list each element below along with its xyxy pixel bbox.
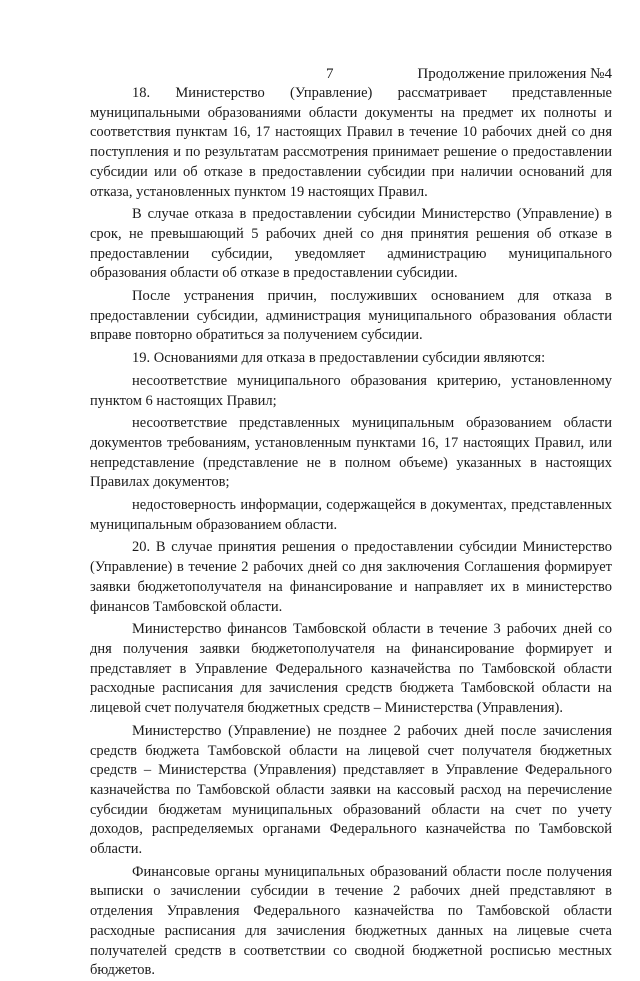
document-body [90, 84, 612, 981]
paragraph-refusal-notice: В случае отказа в предоставлении субсидии Министерство (Управление) в срок, не превышающий 5 рабочих дней со дня принятия решения об отказе в предоставлении субсидии, уведомляет администрацию муниципального образования области об отказе в предоставлении субсидии. [90, 206, 612, 282]
paragraph-municipal-finance: Финансовые органы муниципальных образований области после получения выписки о зачислении субсидии в течение 2 рабочих дней представляют в отделения Управления Федерального казначейства по Тамбовской области расходные расписания для зачисления бюджетных данных на лицевые счета получателей средств в соответствии со сводной бюджетной росписью местных бюджетов. [90, 863, 612, 979]
refusal-ground-1: несоответствие муниципального образования критерию, установленному пунктом 6 настоящих Правил; [90, 372, 612, 409]
paragraph-19: 19. Основаниями для отказа в предоставлении субсидии являются: [132, 350, 546, 367]
page-number: 7 [326, 66, 334, 82]
refusal-ground-3: недостоверность информации, содержащейся в документах, представленных муниципальным образованием области. [90, 497, 612, 533]
paragraph-reapply: После устранения причин, послуживших основанием для отказа в предоставлении субсидии, администрация муниципального образования области вправе повторно обратиться за получением субсидии. [90, 288, 612, 344]
paragraph-20: 20. В случае принятия решения о предоставлении субсидии Министерство (Управление) в течение 2 рабочих дней со дня заключения Соглашения формирует заявки бюджетополучателя на финансирование и направляет их в министерство финансов Тамбовской области. [90, 539, 612, 615]
refusal-ground-2: несоответствие представленных муниципальным образованием области документов требованиям, установленным пунктами 16, 17 настоящих Правил, или непредставление (представление не в полном объеме) указанных в настоящих Правилах документов; [90, 415, 612, 491]
paragraph-18: 18. Министерство (Управление) рассматривает представленные муниципальными образованиями области документы на предмет их полноты и соответствия пунктам 16, 17 настоящих Правил в течение 10 рабочих дней со дня поступления и по результатам рассмотрения принимает решение о предоставлении субсидии или об отказе в предоставлении субсидии при наличии оснований для отказа, установленных пунктом 19 настоящих Правил. [90, 85, 612, 200]
paragraph-treasury-request: Министерство (Управление) не позднее 2 рабочих дней после зачисления средств бюджета Тамбовской области на лицевой счет получателя бюджетных средств – Министерства (Управления) представляет в Управление Федерального казначейства по Тамбовской области заявки на кассовый расход на перечисление субсидии бюджетам муниципальных образований области на счет по учету доходов, распределяемых органами Федерального казначейства по Тамбовской области. [90, 722, 612, 858]
paragraph-finance-ministry: Министерство финансов Тамбовской области в течение 3 рабочих дней со дня получения заявки бюджетополучателя на финансирование формирует и представляет в Управление Федерального казначейства по Тамбовской области расходные расписания для зачисления средств бюджета Тамбовской области на лицевой счет получателя бюджетных средств – Министерства (Управления). [90, 621, 612, 717]
appendix-continuation-note: Продолжение приложения №4 [417, 66, 612, 82]
